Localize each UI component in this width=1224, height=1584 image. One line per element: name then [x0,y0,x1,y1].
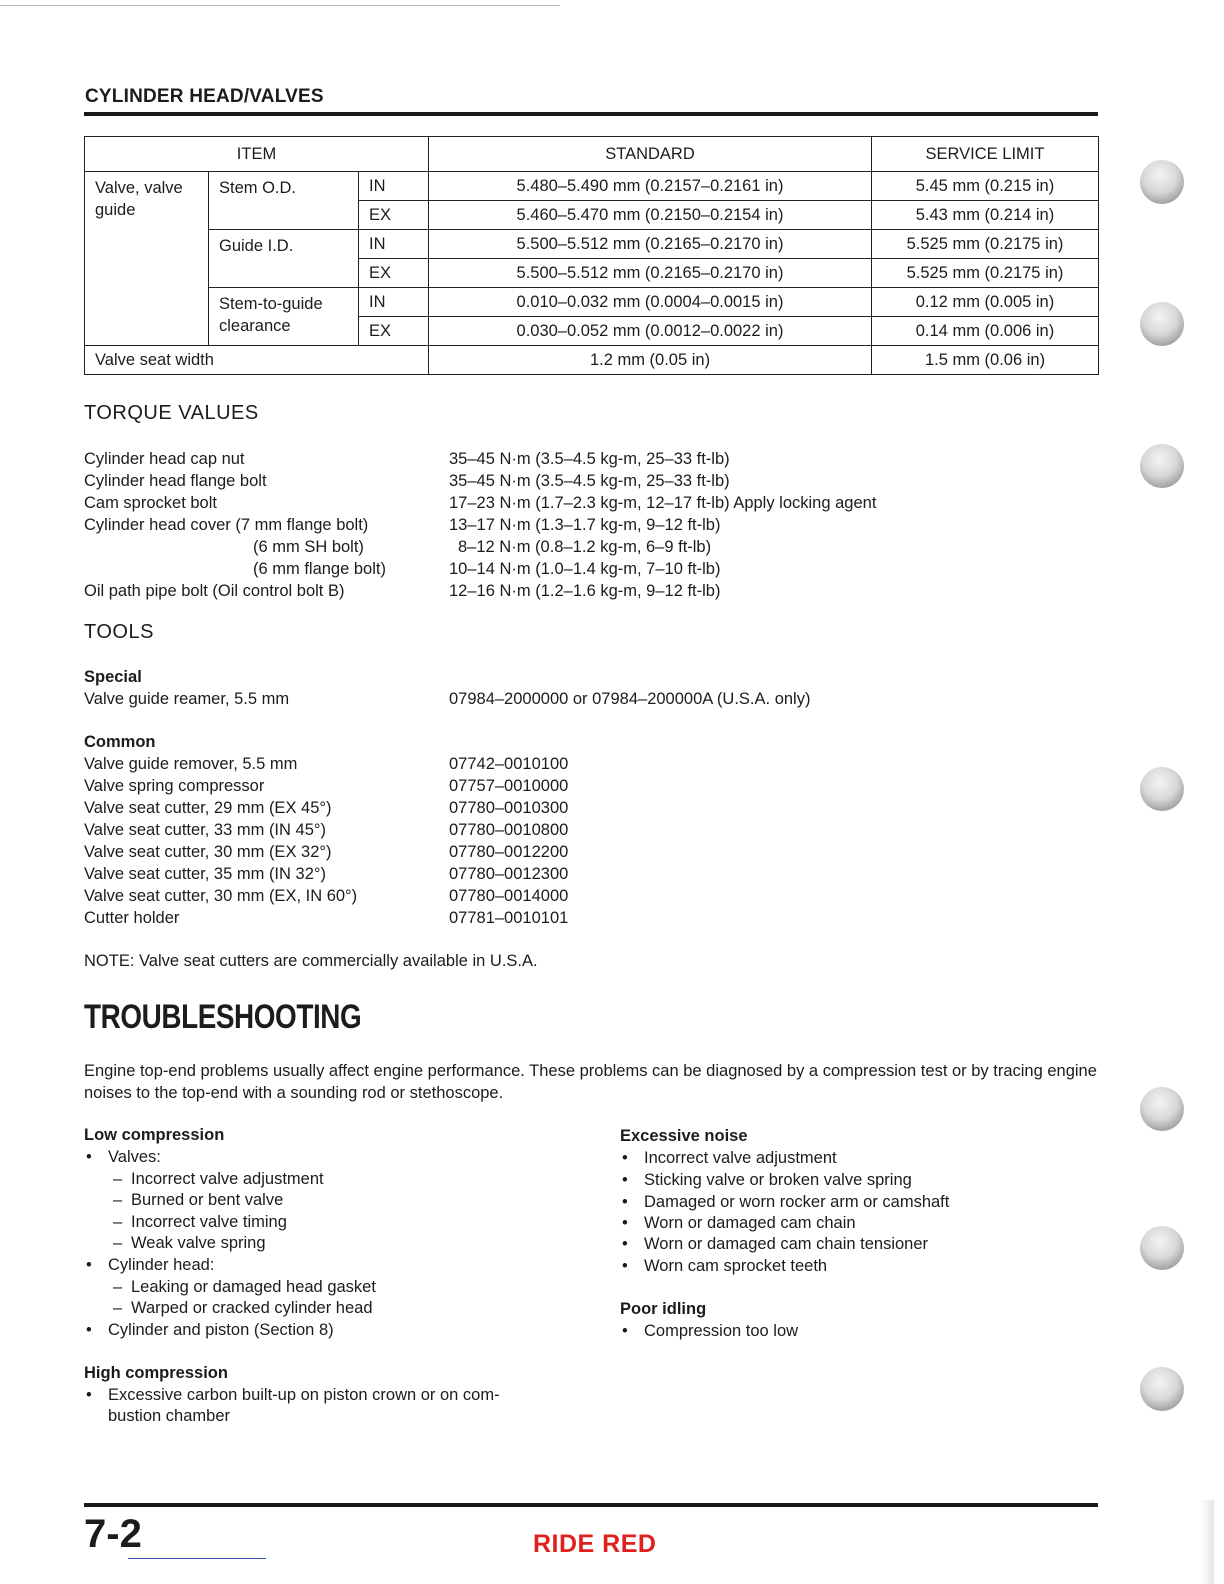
page-header-title: CYLINDER HEAD/VALVES [85,86,324,107]
tool-number: 07984–2000000 or 07984–200000A (U.S.A. only) [449,690,811,708]
torque-label: Cylinder head flange bolt [84,472,267,490]
list-item: • Damaged or worn rocker arm or camshaft [644,1193,949,1212]
binder-hole [1140,1087,1184,1131]
tool-number: 07780–0010300 [449,799,569,817]
specifications-table [84,136,1099,375]
item-label: Valve seat width [85,346,429,375]
tool-label: Cutter holder [84,909,180,927]
troubleshooting-intro: Engine top-end problems usually affect engine performance. These problems can be diagnosed by a compression test or by tracing engine noises to the top-end with a sounding rod or stethoscope. [84,1062,1097,1102]
list-item: – Weak valve spring [131,1234,266,1253]
list-item: – Burned or bent valve [131,1191,283,1210]
tool-number: 07780–0010800 [449,821,569,839]
list-item: – Incorrect valve adjustment [131,1170,324,1189]
standard-value: 0.010–0.032 mm (0.0004–0.0015 in) [429,288,872,317]
tool-number: 07781–0010101 [449,909,569,927]
torque-label: (6 mm SH bolt) [253,538,364,556]
tool-label: Valve spring compressor [84,777,265,795]
col-header-item: ITEM [85,137,429,172]
tool-number: 07742–0010100 [449,755,569,773]
side-label: IN [359,172,429,201]
torque-value: 35–45 N·m (3.5–4.5 kg-m, 25–33 ft-lb) [449,450,730,468]
group-label: Valve, valve guide [85,172,209,346]
page-number: 7-2 [84,1512,142,1556]
standard-value: 5.500–5.512 mm (0.2165–0.2170 in) [429,230,872,259]
torque-value: 8–12 N·m (0.8–1.2 kg-m, 6–9 ft-lb) [458,538,712,556]
list-item: • Worn or damaged cam chain tensioner [644,1235,928,1254]
side-label: IN [359,288,429,317]
table-row [85,346,1099,375]
list-item: – Warped or cracked cylinder head [131,1299,373,1318]
poor-idling-title: Poor idling [620,1300,707,1318]
table-row [85,230,1099,259]
limit-value: 5.525 mm (0.2175 in) [872,259,1099,288]
standard-value: 1.2 mm (0.05 in) [429,346,872,375]
list-item: – Leaking or damaged head gasket [131,1278,376,1297]
watermark-logo: RIDE RED [533,1530,657,1558]
standard-value: 0.030–0.052 mm (0.0012–0.0022 in) [429,317,872,346]
binder-hole [1140,302,1184,346]
tool-label: Valve seat cutter, 29 mm (EX 45°) [84,799,332,817]
list-item: • Worn cam sprocket teeth [644,1257,827,1276]
limit-value: 0.14 mm (0.006 in) [872,317,1099,346]
footer-rule [84,1503,1098,1507]
list-item: • Excessive carbon built-up on piston crown or on com- [108,1386,500,1405]
item-label: Stem O.D. [209,172,359,230]
tool-label: Valve guide reamer, 5.5 mm [84,690,290,708]
tools-common-title: Common [84,733,156,751]
table-row [85,172,1099,201]
col-header-standard: STANDARD [429,137,872,172]
tool-number: 07780–0012300 [449,865,569,883]
binder-hole [1140,767,1184,811]
list-item: bustion chamber [108,1407,230,1425]
list-item: • Cylinder head: [108,1256,214,1275]
torque-value: 13–17 N·m (1.3–1.7 kg-m, 9–12 ft-lb) [449,516,721,534]
standard-value: 5.500–5.512 mm (0.2165–0.2170 in) [429,259,872,288]
tool-number: 07757–0010000 [449,777,569,795]
troubleshooting-title: TROUBLESHOOTING [84,998,362,1036]
limit-value: 5.43 mm (0.214 in) [872,201,1099,230]
footer-link-underline [128,1558,266,1559]
torque-value: 17–23 N·m (1.7–2.3 kg-m, 12–17 ft-lb) Apply locking agent [449,494,877,512]
limit-value: 5.525 mm (0.2175 in) [872,230,1099,259]
torque-section-title: TORQUE VALUES [84,402,259,424]
tool-label: Valve guide remover, 5.5 mm [84,755,298,773]
low-compression-title: Low compression [84,1126,225,1144]
torque-value: 12–16 N·m (1.2–1.6 kg-m, 9–12 ft-lb) [449,582,721,600]
high-compression-title: High compression [84,1364,228,1382]
tools-note: NOTE: Valve seat cutters are commercially available in U.S.A. [84,952,538,970]
excessive-noise-title: Excessive noise [620,1127,748,1145]
tool-label: Valve seat cutter, 30 mm (EX 32°) [84,843,332,861]
side-label: EX [359,259,429,288]
torque-value: 10–14 N·m (1.0–1.4 kg-m, 7–10 ft-lb) [449,560,721,578]
item-label: Guide I.D. [209,230,359,288]
binder-hole [1140,444,1184,488]
list-item: • Cylinder and piston (Section 8) [108,1321,334,1340]
tools-special-title: Special [84,668,142,686]
tool-number: 07780–0014000 [449,887,569,905]
side-label: IN [359,230,429,259]
limit-value: 0.12 mm (0.005 in) [872,288,1099,317]
side-label: EX [359,201,429,230]
col-header-service-limit: SERVICE LIMIT [872,137,1099,172]
torque-label: Cylinder head cover (7 mm flange bolt) [84,516,369,534]
tool-label: Valve seat cutter, 35 mm (IN 32°) [84,865,326,883]
torque-value: 35–45 N·m (3.5–4.5 kg-m, 25–33 ft-lb) [449,472,730,490]
list-item: • Sticking valve or broken valve spring [644,1171,912,1190]
scan-top-line [0,5,560,6]
header-rule [84,112,1098,116]
tool-label: Valve seat cutter, 30 mm (EX, IN 60°) [84,887,358,905]
page-edge-shadow [1200,1500,1214,1584]
binder-hole [1140,160,1184,204]
list-item: • Valves: [108,1148,161,1167]
list-item: • Compression too low [644,1322,798,1341]
list-item: • Incorrect valve adjustment [644,1149,837,1168]
table-row [85,288,1099,317]
tool-number: 07780–0012200 [449,843,569,861]
binder-hole [1140,1367,1184,1411]
item-label: Stem-to-guide clearance [209,288,359,346]
standard-value: 5.480–5.490 mm (0.2157–0.2161 in) [429,172,872,201]
torque-label: Cam sprocket bolt [84,494,217,512]
list-item: • Worn or damaged cam chain [644,1214,856,1233]
torque-label: (6 mm flange bolt) [253,560,386,578]
tools-section-title: TOOLS [84,621,154,643]
side-label: EX [359,317,429,346]
list-item: – Incorrect valve timing [131,1213,287,1232]
binder-hole [1140,1226,1184,1270]
torque-label: Cylinder head cap nut [84,450,245,468]
tool-label: Valve seat cutter, 33 mm (IN 45°) [84,821,326,839]
limit-value: 5.45 mm (0.215 in) [872,172,1099,201]
standard-value: 5.460–5.470 mm (0.2150–0.2154 in) [429,201,872,230]
limit-value: 1.5 mm (0.06 in) [872,346,1099,375]
torque-label: Oil path pipe bolt (Oil control bolt B) [84,582,345,600]
table-header-row [85,137,1099,172]
